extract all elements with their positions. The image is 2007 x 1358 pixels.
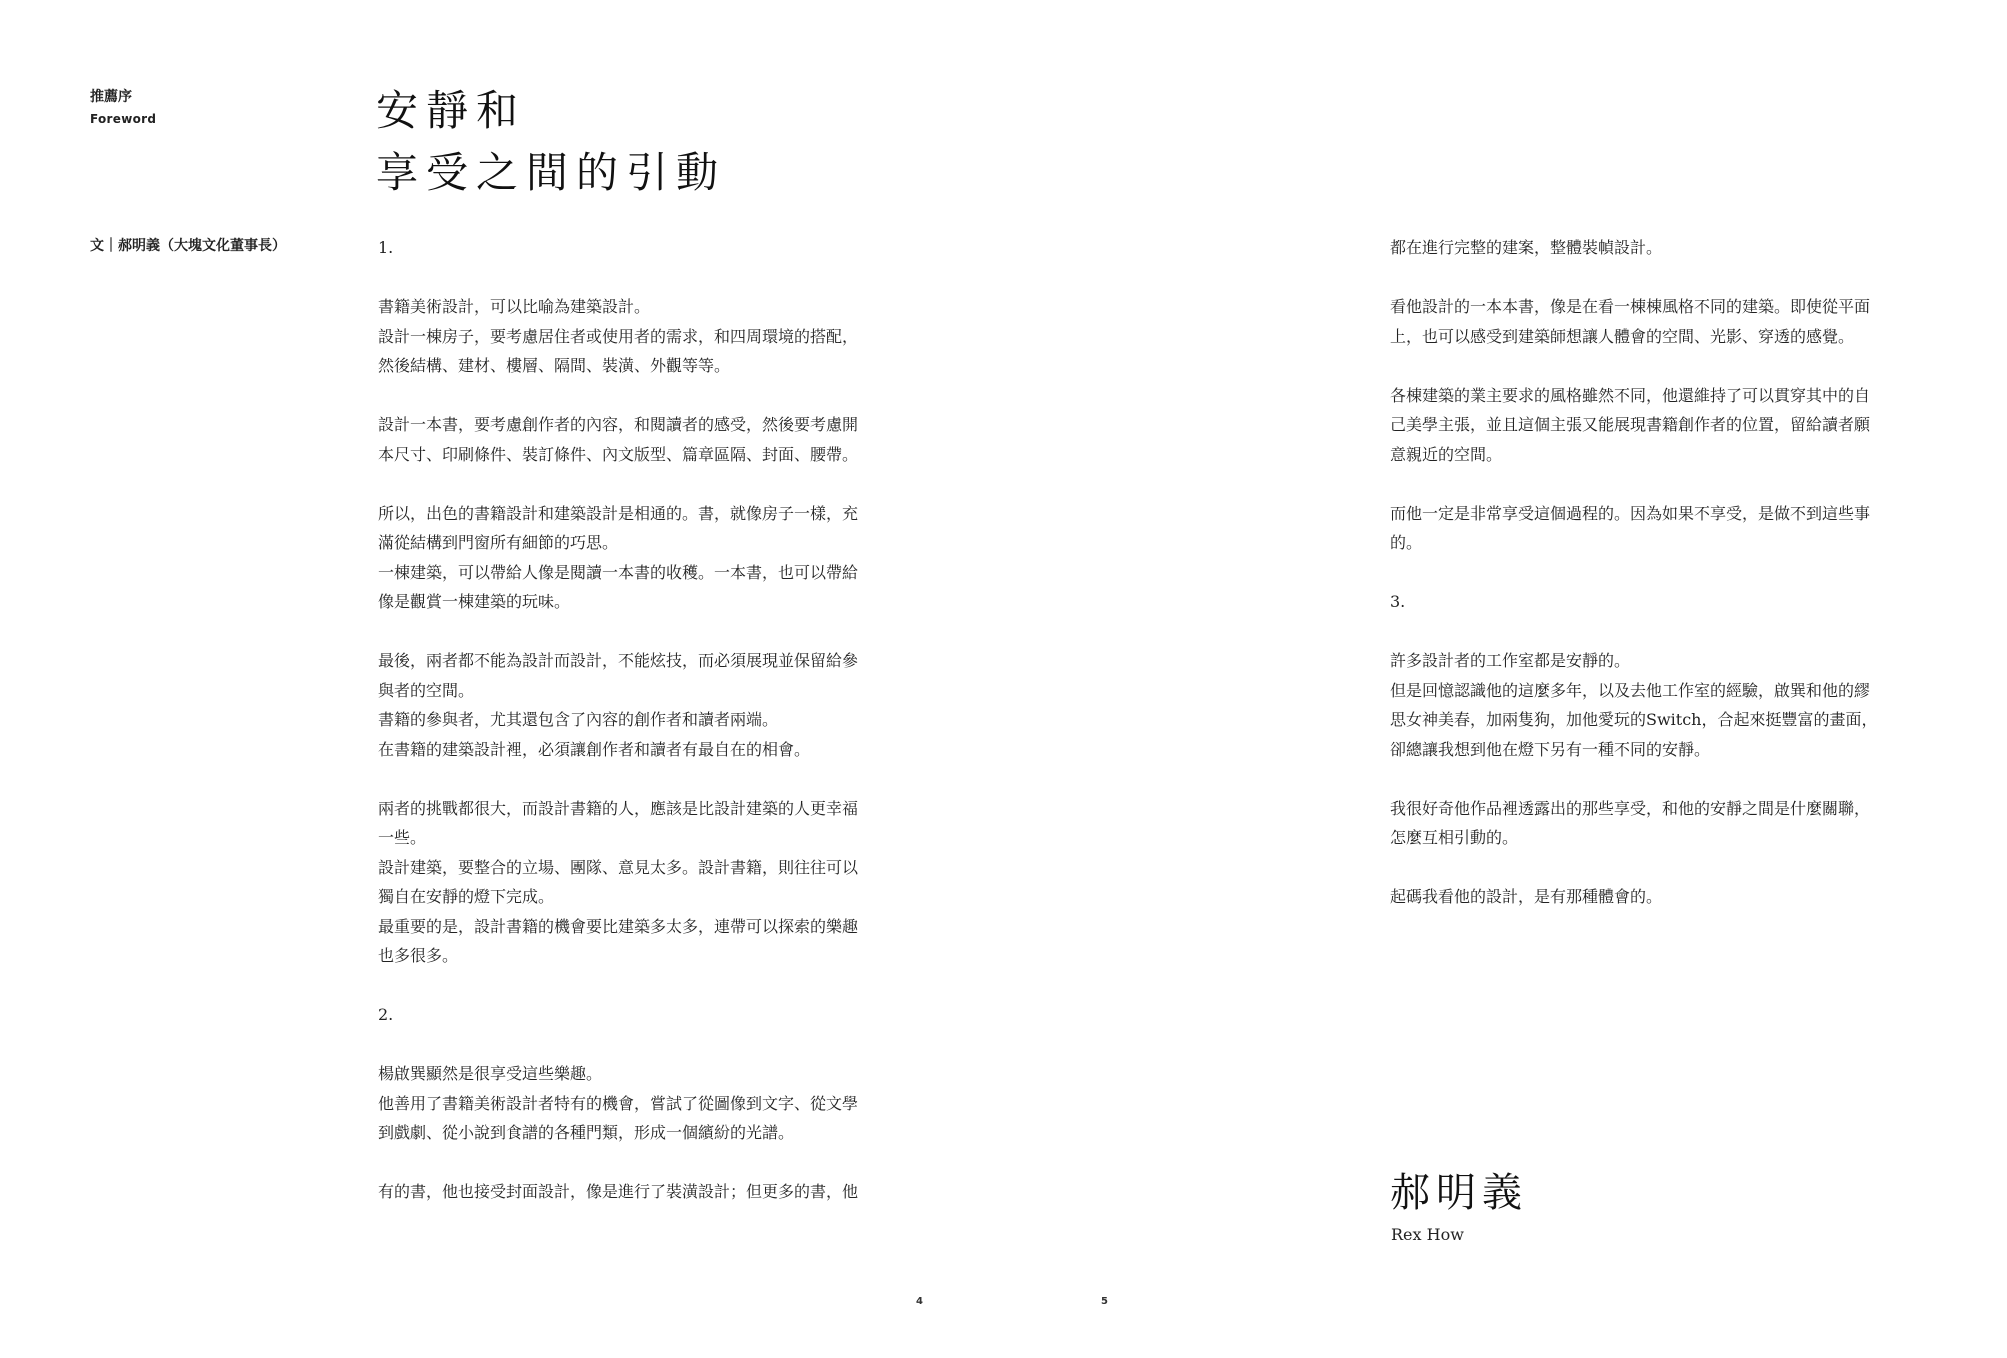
text-line: 一些。 — [378, 828, 427, 847]
text-line: 所以，出色的書籍設計和建築設計是相通的。書，就像房子一樣，充 — [378, 503, 859, 523]
paragraph — [1390, 381, 1950, 470]
author-byline: 文｜郝明義（大塊文化董事長） — [90, 238, 286, 254]
text-line: 各棟建築的業主要求的風格雖然不同，他還維持了可以貫穿其中的自 — [1390, 385, 1871, 405]
left-page-body — [378, 233, 938, 1236]
text-line: 設計一本書，要考慮創作者的內容，和閱讀者的感受，然後要考慮開 — [378, 415, 859, 434]
paragraph — [378, 499, 938, 617]
paragraph — [1390, 882, 1950, 912]
text-line: 許多設計者的工作室都是安靜的。 — [1390, 651, 1631, 670]
paragraph — [378, 410, 938, 469]
paragraph — [1390, 587, 1950, 617]
title-line-1: 安靜和 — [376, 86, 527, 135]
text-line: 都在進行完整的建案，整體裝幀設計。 — [1390, 238, 1663, 257]
page-number-right: 5 — [1101, 1296, 1108, 1307]
article-title — [376, 80, 726, 204]
section-label-cn: 推薦序 — [90, 89, 132, 105]
text-line: 怎麼互相引動的。 — [1390, 828, 1519, 847]
paragraph — [378, 1177, 938, 1207]
title-line-2: 享受之間的引動 — [376, 148, 727, 197]
right-page-body — [1390, 233, 1950, 941]
text-line: 到戲劇、從小說到食譜的各種門類，形成一個繽紛的光譜。 — [378, 1123, 795, 1142]
paragraph — [378, 1000, 938, 1030]
paragraph — [378, 292, 938, 381]
paragraph — [378, 794, 938, 971]
text-line: 設計建築，要整合的立場、團隊、意見太多。設計書籍，則往往可以 — [378, 857, 859, 877]
text-line: 獨自在安靜的燈下完成。 — [378, 887, 555, 906]
text-line: 滿從結構到門窗所有細節的巧思。 — [378, 533, 619, 552]
text-line: 我很好奇他作品裡透露出的那些享受，和他的安靜之間是什麼關聯， — [1390, 798, 1871, 818]
text-line: 兩者的挑戰都很大，而設計書籍的人，應該是比設計建築的人更幸福 — [378, 798, 859, 818]
text-line: 他善用了書籍美術設計者特有的機會，嘗試了從圖像到文字、從文學 — [378, 1093, 859, 1113]
text-line: 有的書，他也接受封面設計，像是進行了裝潢設計；但更多的書，他 — [378, 1182, 859, 1201]
paragraph — [1390, 292, 1950, 351]
text-line: 與者的空間。 — [378, 680, 475, 700]
text-line: 然後結構、建材、樓層、隔間、裝潢、外觀等等。 — [378, 356, 731, 375]
text-line: 看他設計的一本本書，像是在看一棟棟風格不同的建築。即使從平面 — [1390, 297, 1871, 316]
paragraph — [1390, 794, 1950, 853]
text-line: 起碼我看他的設計，是有那種體會的。 — [1390, 887, 1663, 906]
text-line: 一棟建築，可以帶給人像是閱讀一本書的收穫。一本書，也可以帶給 — [378, 562, 859, 582]
text-line: 意親近的空間。 — [1390, 444, 1503, 464]
text-line: 最後，兩者都不能為設計而設計，不能炫技，而必須展現並保留給參 — [378, 651, 859, 670]
text-line: 書籍的參與者，尤其還包含了內容的創作者和讀者兩端。 — [378, 710, 779, 729]
paragraph — [1390, 499, 1950, 558]
text-line: 己美學主張，並且這個主張又能展現書籍創作者的位置，留給讀者願 — [1390, 415, 1871, 434]
page-number-left: 4 — [916, 1296, 923, 1307]
text-line: 本尺寸、印刷條件、裝訂條件、內文版型、篇章區隔、封面、腰帶。 — [378, 444, 859, 464]
text-line: 1. — [378, 238, 394, 257]
text-line: 在書籍的建築設計裡，必須讓創作者和讀者有最自在的相會。 — [378, 739, 811, 759]
text-line: 2. — [378, 1005, 394, 1024]
paragraph — [378, 233, 938, 263]
text-line: 設計一棟房子，要考慮居住者或使用者的需求，和四周環境的搭配， — [378, 326, 859, 346]
text-line: 3. — [1390, 592, 1406, 611]
paragraph — [378, 1059, 938, 1148]
text-line: 但是回憶認識他的這麼多年，以及去他工作室的經驗，啟巽和他的繆 — [1390, 680, 1871, 700]
paragraph — [378, 646, 938, 764]
text-line: 思女神美春，加兩隻狗，加他愛玩的Switch，合起來挺豐富的畫面， — [1390, 710, 1878, 729]
text-line: 書籍美術設計，可以比喻為建築設計。 — [378, 297, 651, 316]
paragraph — [1390, 233, 1950, 263]
paragraph — [1390, 646, 1950, 764]
text-line: 也多很多。 — [378, 946, 459, 965]
signature-name-cn: 郝明義 — [1390, 1170, 1528, 1216]
signature-name-en: Rex How — [1391, 1225, 1464, 1244]
text-line: 最重要的是，設計書籍的機會要比建築多太多，連帶可以探索的樂趣 — [378, 916, 859, 936]
text-line: 上，也可以感受到建築師想讓人體會的空間、光影、穿透的感覺。 — [1390, 326, 1855, 346]
section-label — [90, 86, 156, 130]
text-line: 的。 — [1390, 533, 1423, 552]
text-line: 卻總讓我想到他在燈下另有一種不同的安靜。 — [1390, 739, 1711, 759]
text-line: 像是觀賞一棟建築的玩味。 — [378, 592, 571, 611]
section-label-en: Foreword — [90, 112, 157, 126]
text-line: 而他一定是非常享受這個過程的。因為如果不享受，是做不到這些事 — [1390, 503, 1871, 523]
text-line: 楊啟巽顯然是很享受這些樂趣。 — [378, 1064, 603, 1083]
